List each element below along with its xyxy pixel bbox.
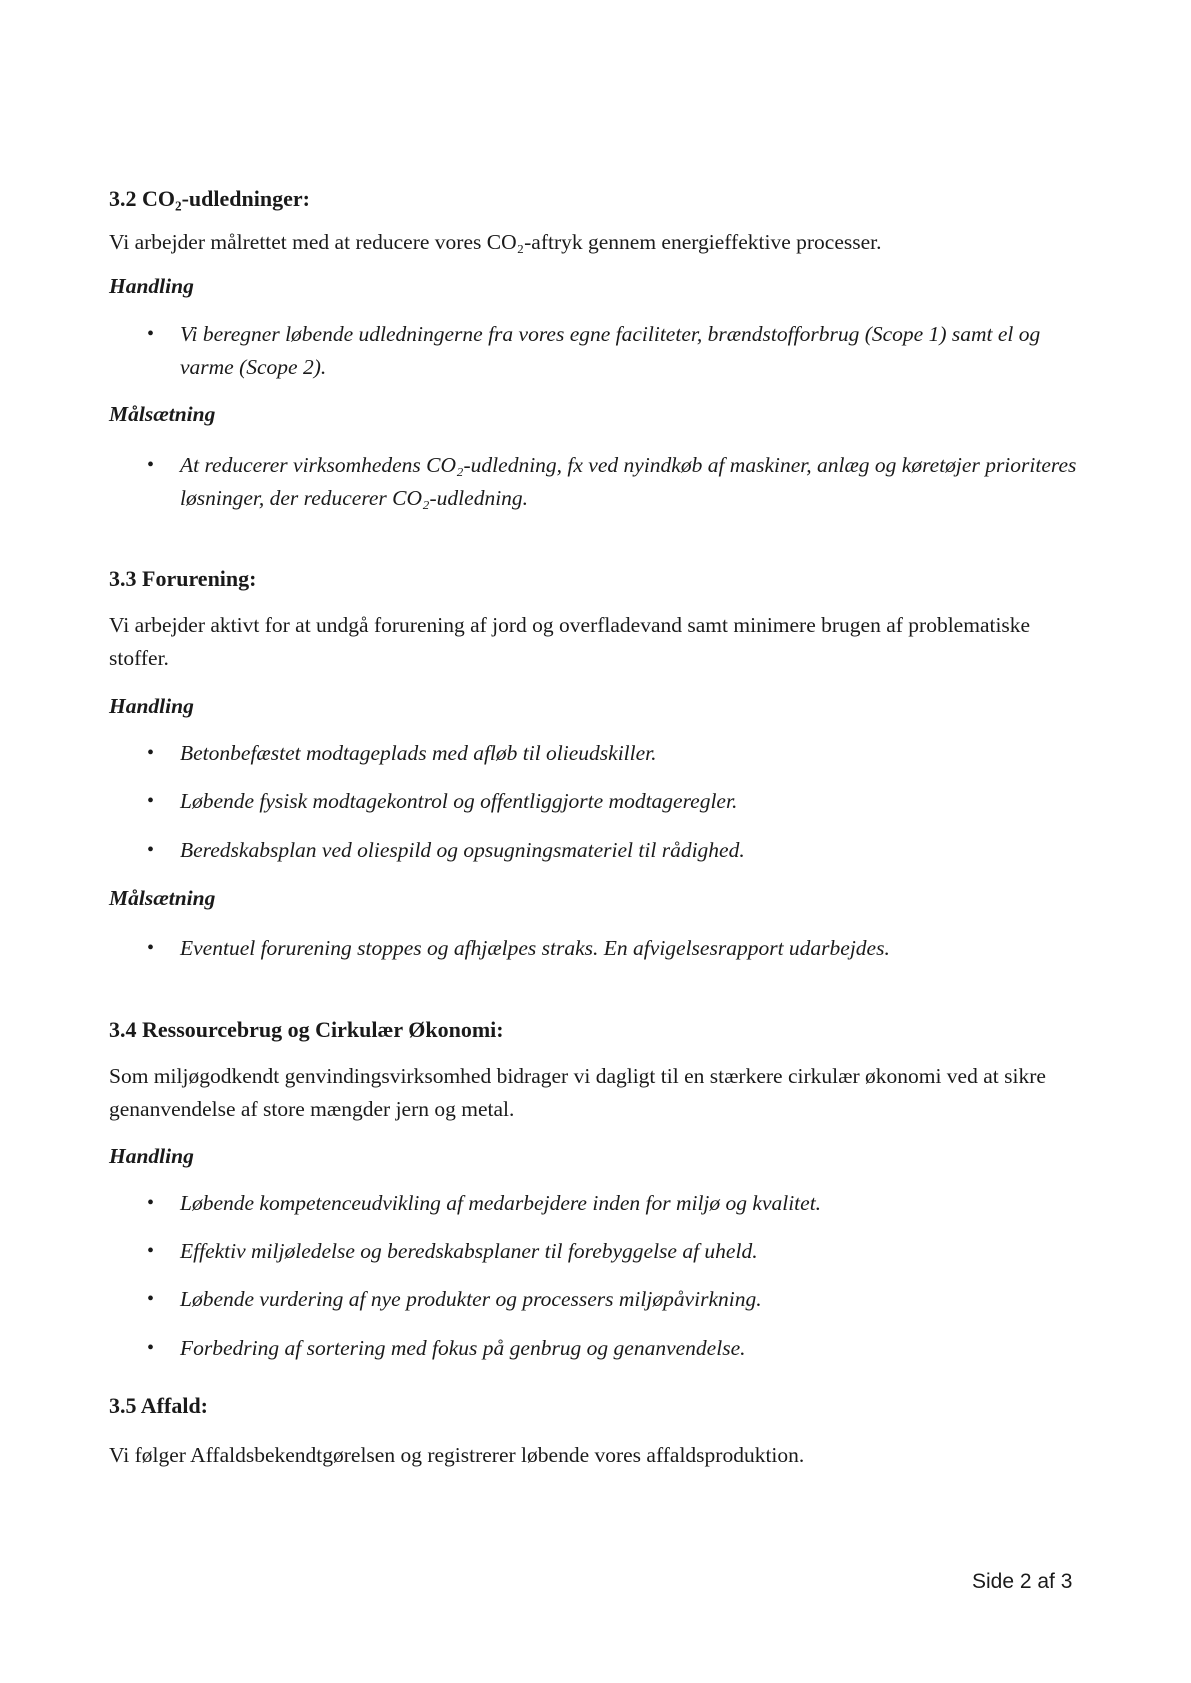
list-item — [147, 449, 1087, 515]
list-item-text: At reducerer virksomhedens CO₂-udledning, fx ved nyindkøb af maskiner, anlæg og køretøjer prioriteres løsninger, der reducerer CO₂-udledning. — [180, 453, 1077, 510]
goal-label-forurening: Målsætning — [109, 886, 216, 910]
bullet-icon: • — [147, 937, 155, 959]
list-item-text: Beredskabsplan ved oliespild og opsugningsmateriel til rådighed. — [180, 838, 745, 862]
list-item — [147, 1187, 1087, 1220]
section-heading-co2: 3.2 CO₂-udledninger: — [109, 186, 310, 211]
bullet-icon: • — [147, 1192, 155, 1214]
list-item-text: Effektiv miljøledelse og beredskabsplaner til forebyggelse af uheld. — [180, 1239, 758, 1263]
bullet-icon: • — [147, 1288, 155, 1310]
handling-label-ressourcebrug: Handling — [109, 1144, 194, 1168]
bullet-icon: • — [147, 1337, 155, 1359]
list-item — [147, 785, 1087, 818]
list-item — [147, 834, 1087, 867]
list-item-text: Eventuel forurening stoppes og afhjælpes straks. En afvigelsesrapport udarbejdes. — [180, 936, 890, 960]
handling-label-forurening: Handling — [109, 694, 194, 718]
bullet-icon: • — [147, 323, 155, 345]
list-item-text: Løbende vurdering af nye produkter og processers miljøpåvirkning. — [180, 1287, 762, 1311]
list-item — [147, 1332, 1087, 1365]
page-number: Side 2 af 3 — [972, 1570, 1073, 1593]
list-item — [147, 1235, 1087, 1268]
section-intro-co2: Vi arbejder målrettet med at reducere vores CO₂-aftryk gennem energieffektive processer. — [109, 230, 882, 254]
goal-label-co2: Målsætning — [109, 402, 216, 426]
section-intro-forurening: Vi arbejder aktivt for at undgå forurening af jord og overfladevand samt minimere brugen af problematiske stoffer. — [109, 613, 1031, 670]
section-intro-affald: Vi følger Affaldsbekendtgørelsen og registrerer løbende vores affaldsproduktion. — [109, 1443, 805, 1467]
bullet-icon: • — [147, 839, 155, 861]
list-item — [147, 318, 1087, 384]
section-intro-ressourcebrug: Som miljøgodkendt genvindingsvirksomhed bidrager vi dagligt til en stærkere cirkulær økonomi ved at sikre genanvendelse af store mængder jern og metal. — [109, 1064, 1046, 1121]
list-item-text: Løbende kompetenceudvikling af medarbejdere inden for miljø og kvalitet. — [180, 1191, 822, 1215]
section-heading-ressourcebrug: 3.4 Ressourcebrug og Cirkulær Økonomi: — [109, 1017, 504, 1042]
bullet-icon: • — [147, 790, 155, 812]
bullet-icon: • — [147, 454, 155, 476]
handling-label-co2: Handling — [109, 274, 194, 298]
list-item — [147, 1283, 1087, 1316]
list-item — [147, 737, 1087, 770]
section-heading-forurening: 3.3 Forurening: — [109, 566, 257, 591]
bullet-icon: • — [147, 1240, 155, 1262]
section-heading-affald: 3.5 Affald: — [109, 1393, 208, 1418]
list-item-text: Betonbefæstet modtageplads med afløb til olieudskiller. — [180, 741, 657, 765]
bullet-icon: • — [147, 742, 155, 764]
list-item — [147, 932, 1087, 965]
list-item-text: Forbedring af sortering med fokus på genbrug og genanvendelse. — [180, 1336, 746, 1360]
list-item-text: Løbende fysisk modtagekontrol og offentliggjorte modtageregler. — [180, 789, 738, 813]
list-item-text: Vi beregner løbende udledningerne fra vores egne faciliteter, brændstofforbrug (Scope 1) samt el og varme (Scope 2). — [180, 322, 1041, 379]
